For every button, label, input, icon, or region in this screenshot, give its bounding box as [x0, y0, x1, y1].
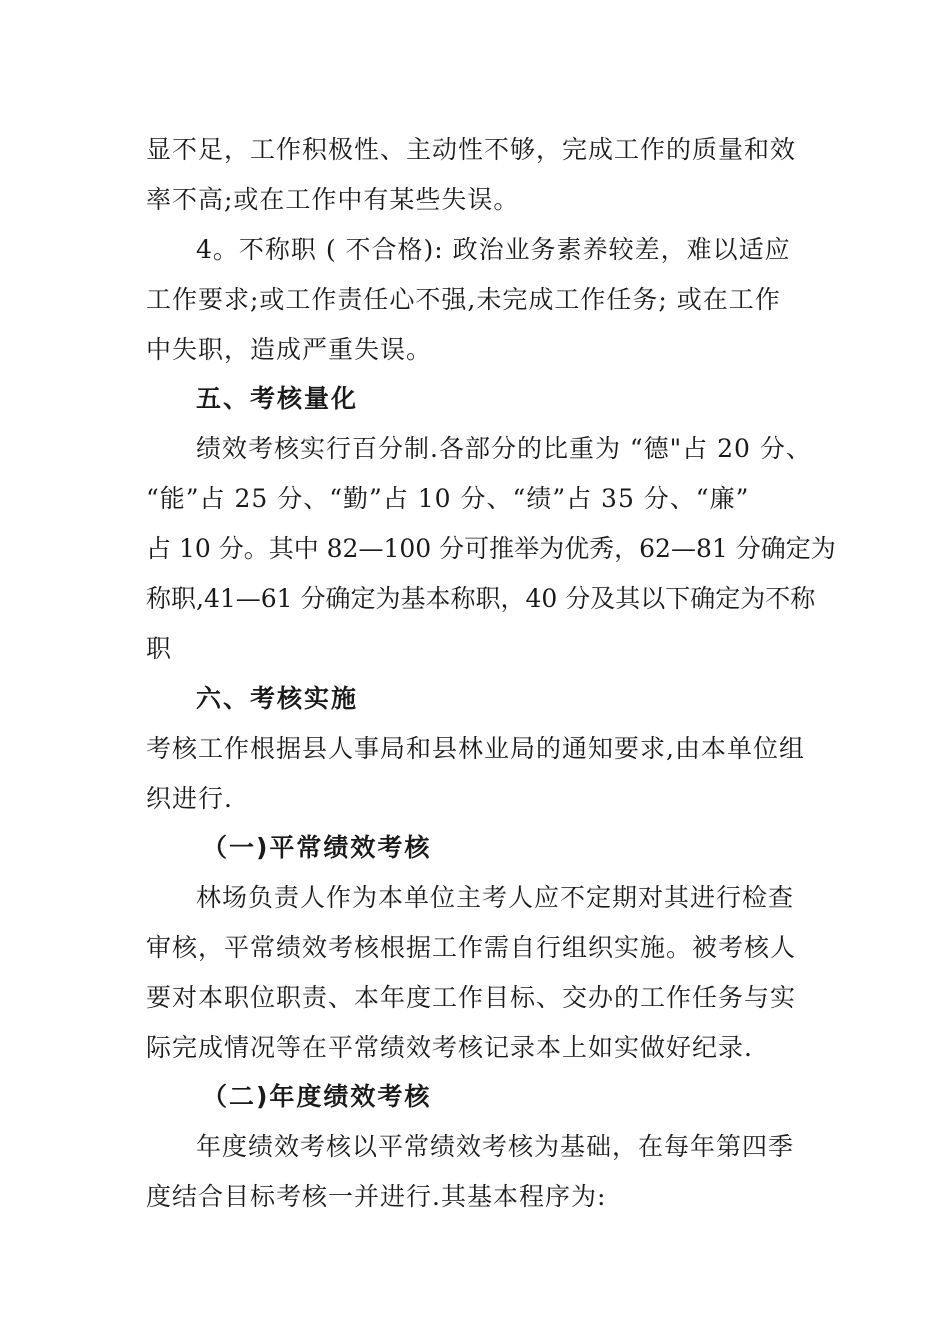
text-line: 4。不称职 ( 不合格): 政治业务素养较差，难以适应	[196, 235, 791, 264]
section-heading: 五、考核量化	[196, 384, 359, 413]
text-line: 林场负责人作为本单位主考人应不定期对其进行检查	[196, 883, 795, 912]
text-line: 工作要求;或工作责任心不强,未完成工作任务; 或在工作	[146, 285, 781, 314]
text-line: 职	[146, 634, 173, 663]
text-line: 际完成情况等在平常绩效考核记录本上如实做好纪录.	[146, 1033, 753, 1062]
text-line: 年度绩效考核以平常绩效考核为基础，在每年第四季	[196, 1132, 795, 1161]
text-line: 织进行.	[146, 784, 233, 813]
text-line: 占 10 分。其中 82—100 分可推举为优秀，62—81 分确定为	[146, 534, 836, 563]
text-line: 绩效考核实行百分制.各部分的比重为 “德"占 20 分、	[196, 434, 812, 463]
text-line: 称职,41—61 分确定为基本称职，40 分及其以下确定为不称	[146, 584, 816, 613]
text-line: 度结合目标考核一并进行.其基本程序为:	[146, 1182, 607, 1211]
text-line: 显不足，工作积极性、主动性不够，完成工作的质量和效	[146, 135, 797, 164]
text-line: 中失职，造成严重失误。	[146, 335, 433, 364]
section-heading: 六、考核实施	[196, 684, 359, 713]
text-line: “能”占 25 分、“勤”占 10 分、“绩”占 35 分、“廉”	[146, 484, 750, 513]
subsection-heading: （一)平常绩效考核	[202, 833, 432, 862]
text-line: 审核，平常绩效考核根据工作需自行组织实施。被考核人	[146, 933, 797, 962]
text-line: 要对本职位职责、本年度工作目标、交办的工作任务与实	[146, 983, 797, 1012]
text-line: 考核工作根据县人事局和县林业局的通知要求,由本单位组	[146, 734, 805, 763]
text-line: 率不高;或在工作中有某些失误。	[146, 185, 520, 214]
subsection-heading: （二)年度绩效考核	[202, 1082, 432, 1111]
